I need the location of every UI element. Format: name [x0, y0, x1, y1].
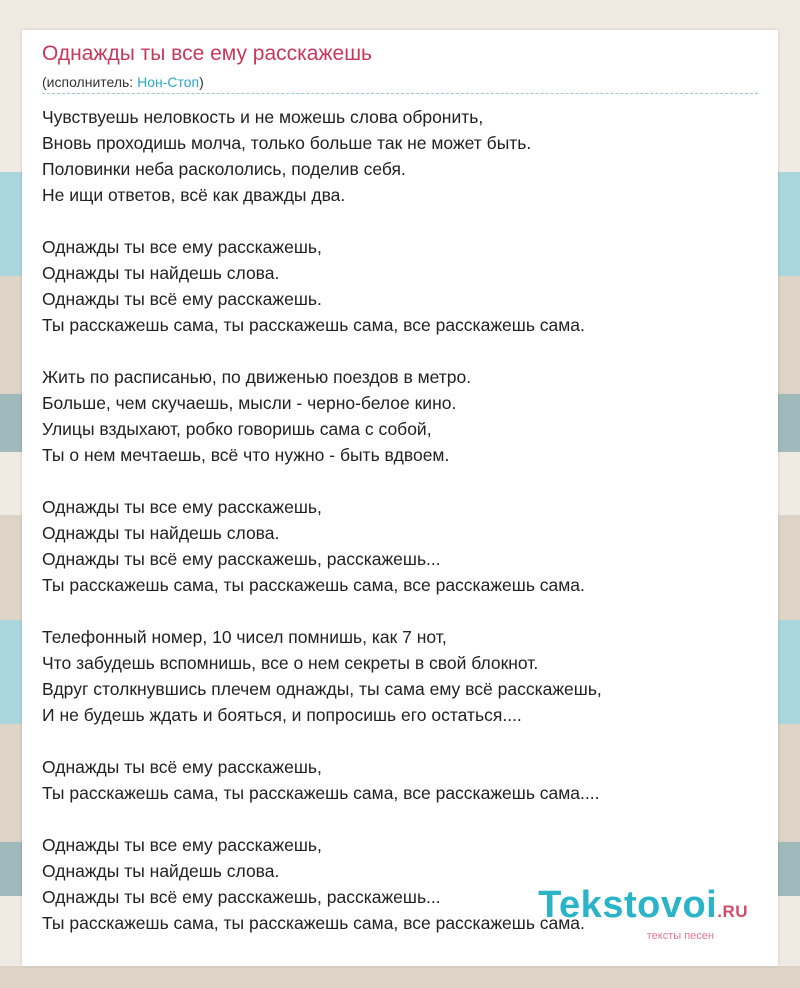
lyric-line: Ты расскажешь сама, ты расскажешь сама, все расскажешь сама. — [42, 575, 585, 595]
lyric-line: Вновь проходишь молча, только больше так не может быть. — [42, 133, 532, 153]
lyrics-card — [22, 30, 778, 966]
lyric-line: Однажды ты найдешь слова. — [42, 263, 280, 283]
lyric-line: Однажды ты все ему расскажешь, — [42, 835, 322, 855]
lyric-line: Половинки неба раскололись, поделив себя. — [42, 159, 406, 179]
lyric-line: Однажды ты всё ему расскажешь, расскажешь... — [42, 549, 441, 569]
lyric-line: Однажды ты всё ему расскажешь. — [42, 289, 322, 309]
stanza-gap — [42, 468, 758, 494]
artist-line — [42, 74, 204, 90]
artist-suffix: ) — [199, 74, 204, 90]
lyric-line: Ты расскажешь сама, ты расскажешь сама, все расскажешь сама. — [42, 913, 585, 933]
lyric-line: Однажды ты всё ему расскажешь, расскажешь... — [42, 887, 441, 907]
stanza-gap — [42, 338, 758, 364]
artist-prefix: (исполнитель: — [42, 74, 138, 90]
lyric-line: Однажды ты всё ему расскажешь, — [42, 757, 322, 777]
lyric-line: Чувствуешь неловкость и не можешь слова обронить, — [42, 107, 484, 127]
stanza-gap — [42, 728, 758, 754]
lyric-line: Ты о нем мечтаешь, всё что нужно - быть вдвоем. — [42, 445, 450, 465]
title-divider — [42, 93, 758, 94]
lyric-line: Однажды ты все ему расскажешь, — [42, 237, 322, 257]
lyric-line: Не ищи ответов, всё как дважды два. — [42, 185, 346, 205]
stanza-gap — [42, 208, 758, 234]
stanza-gap — [42, 598, 758, 624]
lyric-line: И не будешь ждать и бояться, и попросишь его остаться.... — [42, 705, 522, 725]
lyric-line: Жить по расписанью, по движенью поездов в метро. — [42, 367, 472, 387]
lyrics-text — [42, 104, 758, 936]
lyric-line: Однажды ты все ему расскажешь, — [42, 497, 322, 517]
logo-tagline: тексты песен — [646, 930, 714, 942]
lyric-line: Однажды ты найдешь слова. — [42, 523, 280, 543]
stripe-tan — [0, 966, 800, 988]
logo-main-text: Tekstovoi — [538, 884, 718, 926]
lyric-line: Ты расскажешь сама, ты расскажешь сама, все расскажешь сама. — [42, 315, 585, 335]
logo-tld: .RU — [717, 902, 748, 921]
stanza-gap — [42, 806, 758, 832]
lyric-line: Вдруг столкнувшись плечем однажды, ты сама ему всё расскажешь, — [42, 679, 602, 699]
lyric-line: Ты расскажешь сама, ты расскажешь сама, все расскажешь сама.... — [42, 783, 600, 803]
lyric-line: Однажды ты найдешь слова. — [42, 861, 280, 881]
site-logo[interactable] — [538, 884, 748, 942]
lyric-line: Улицы вздыхают, робко говоришь сама с собой, — [42, 419, 432, 439]
song-title: Однажды ты все ему расскажешь — [42, 42, 373, 65]
lyric-line: Телефонный номер, 10 чисел помнишь, как 7 нот, — [42, 627, 447, 647]
lyric-line: Больше, чем скучаешь, мысли - черно-белое кино. — [42, 393, 457, 413]
artist-link[interactable]: Нон-Стоп — [137, 74, 200, 90]
logo-wordmark — [538, 884, 748, 930]
lyric-line: Что забудешь вспомнишь, все о нем секреты в свой блокнот. — [42, 653, 539, 673]
